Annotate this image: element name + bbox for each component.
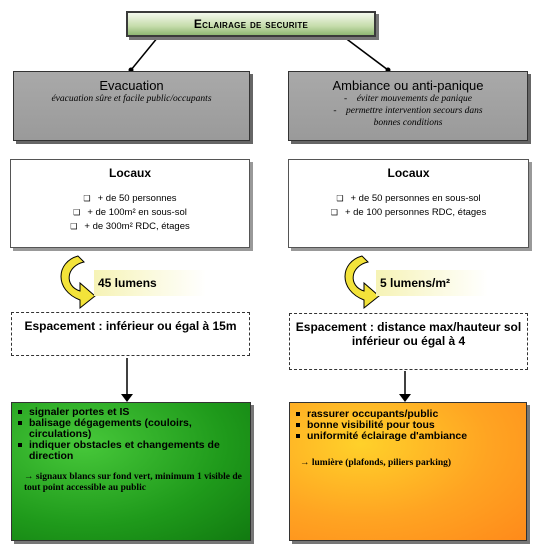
ambiance-header xyxy=(288,71,528,141)
evacuation-header xyxy=(13,71,250,141)
arrow-right-head xyxy=(399,394,411,402)
square-bullet-icon xyxy=(18,410,22,414)
arrow-left-head xyxy=(121,394,133,402)
locaux-right-item: ❑ + de 50 personnes en sous-sol xyxy=(336,193,481,204)
evacuation-result-box xyxy=(11,402,251,541)
lumens-left-label: 45 lumens xyxy=(94,270,206,296)
checkbox-bullet-icon: ❑ xyxy=(83,194,91,203)
ambiance-bullet: bonne visibilité pour tous xyxy=(290,420,526,431)
square-bullet-icon xyxy=(296,412,300,416)
ambiance-title: Ambiance ou anti-panique xyxy=(332,78,484,93)
title-right-connector xyxy=(344,37,388,70)
checkbox-bullet-icon: ❑ xyxy=(336,194,344,203)
square-bullet-icon xyxy=(18,421,22,425)
title-box xyxy=(126,11,376,37)
espacement-right-box: Espacement : distance max/hauteur sol inférieur ou égal à 4 xyxy=(289,313,528,370)
locaux-left-item: ❑ + de 300m² RDC, étages xyxy=(70,221,190,232)
evacuation-bullet: signaler portes et IS xyxy=(12,407,250,418)
curved-arrow-left xyxy=(61,256,95,308)
square-bullet-icon xyxy=(18,443,22,447)
checkbox-bullet-icon: ❑ xyxy=(73,208,81,217)
title-text: Eclairage de securite xyxy=(193,17,309,31)
square-bullet-icon xyxy=(296,434,300,438)
curved-arrow-right xyxy=(345,256,379,308)
locaux-left-item: ❑ + de 50 personnes xyxy=(83,193,177,204)
ambiance-subtitle-item-1: - éviter mouvements de panique xyxy=(344,94,472,104)
locaux-left-box xyxy=(10,159,250,248)
checkbox-bullet-icon: ❑ xyxy=(330,208,338,217)
evacuation-note: → signaux blancs sur fond vert, minimum 1 visible de tout point accessible au public xyxy=(24,472,242,493)
evacuation-bullet: indiquer obstacles et changements de direction xyxy=(12,440,250,462)
espacement-left-box: Espacement : inférieur ou égal à 15m xyxy=(11,312,250,356)
title-left-connector xyxy=(131,37,158,70)
ambiance-bullet: uniformité éclairage d'ambiance xyxy=(290,431,526,442)
checkbox-bullet-icon: ❑ xyxy=(70,222,78,231)
ambiance-result-box xyxy=(289,402,527,541)
ambiance-note: → lumière (plafonds, piliers parking) xyxy=(300,458,452,468)
lumens-right-label: 5 lumens/m² xyxy=(376,270,488,296)
ambiance-bullet: rassurer occupants/public xyxy=(290,409,526,420)
square-bullet-icon xyxy=(296,423,300,427)
locaux-right-item: ❑ + de 100 personnes RDC, étages xyxy=(330,207,487,218)
evacuation-title: Evacuation xyxy=(99,78,164,93)
locaux-right-title: Locaux xyxy=(387,166,430,180)
evacuation-subtitle: évacuation sûre et facile public/occupants xyxy=(51,94,212,104)
ambiance-subtitle-item-2: - permettre intervention secours dans bonnes conditions xyxy=(333,106,483,128)
locaux-left-title: Locaux xyxy=(108,166,151,180)
locaux-left-item: ❑ + de 100m² en sous-sol xyxy=(73,207,187,218)
evacuation-bullet: balisage dégagements (couloirs, circulations) xyxy=(12,418,250,440)
locaux-right-box xyxy=(288,159,529,248)
